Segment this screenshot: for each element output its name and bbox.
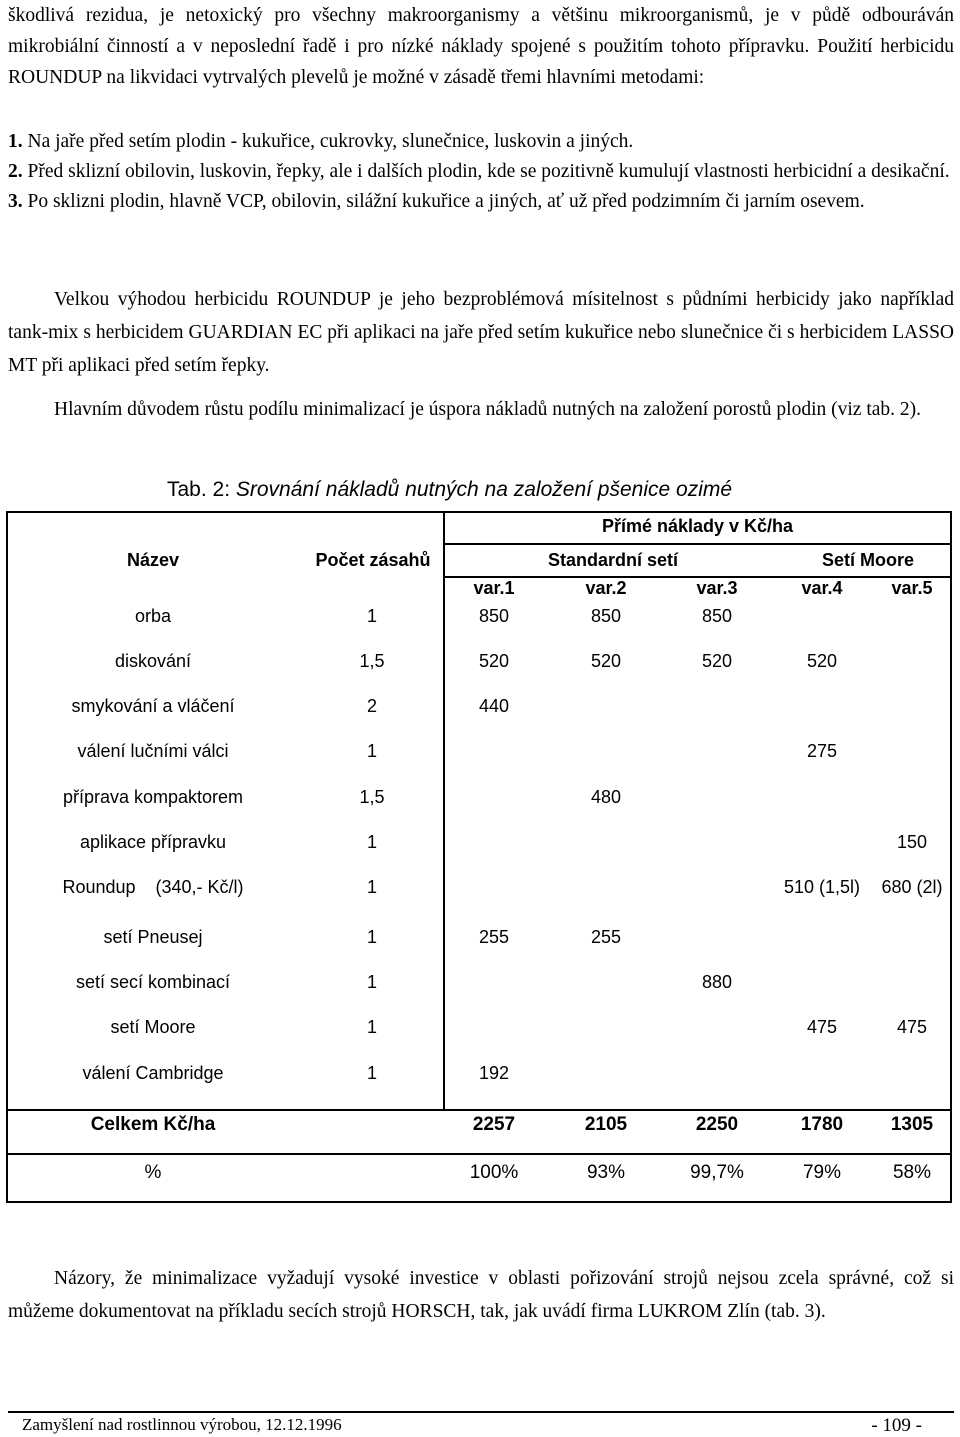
table-cell: 475 [896,1017,928,1037]
table-cell: 680 (2l) [881,877,943,897]
table-cell: 510 (1,5l) [783,877,861,897]
paragraph-reason: Hlavním důvodem růstu podílu minimalizací je úspora nákladů nutných na založení porostů plodin (viz tab. 2). [54,399,922,420]
header-variant: var.1 [473,578,515,598]
header-direct-costs: Přímé náklady v Kč/ha [601,516,794,536]
table-row-count: 1 [366,972,377,992]
table-cell: 520 [590,651,622,671]
table-cell: 850 [590,606,622,626]
table-row-name: Roundup (340,- Kč/l) [62,877,244,897]
table-cell: 192 [478,1063,510,1083]
header-variant: var.2 [585,578,627,598]
table-row-count: 1 [366,606,377,626]
paragraph-roundup: Velkou výhodou herbicidu ROUNDUP je jeho bezproblémová mísitelnost s půdními herbicidy jako například tank-mix s herbicidem GUARDIAN EC při aplikaci na jaře před setím kukuřice nebo slunečnice či s herbicidem LASSO MT při aplikaci před setím řepky. [8,289,954,376]
table-cell: 520 [806,651,838,671]
table-row-name: setí Moore [110,1017,196,1037]
header-variant: var.5 [891,578,933,598]
table-cell: 880 [701,972,733,992]
table-cell: 440 [478,696,510,716]
table-row-name: setí Pneusej [103,927,203,947]
page-number: - 109 - [871,1415,922,1436]
table-cell: 255 [590,927,622,947]
table-row-count: 1 [366,927,377,947]
table-row-count: 2 [366,696,377,716]
table-cell: 475 [806,1017,838,1037]
percent-value: 93% [586,1162,626,1183]
table-row-count: 1,5 [359,651,385,671]
table-cell: 275 [806,741,838,761]
paragraph-intro: škodlivá rezidua, je netoxický pro všechny makroorganismy a většinu mikroorganismů, je v půdě odbouráván mikrobiální činností a v neposlední řadě i pro nízké náklady spojené s použitím tohoto přípravku. Použití herbicidu ROUNDUP na likvidaci vytrvalých plevelů je možné v zásadě třemi hlavními metodami: [8,5,954,88]
header-name: Název [126,550,180,570]
table-cell: 150 [896,832,928,852]
method-list [8,129,954,215]
list-item: 2. Před sklizní obilovin, luskovin, řepky, ale i dalších plodin, kde se pozitivně kumulují vlastnosti herbicidní a desikační. [8,161,950,182]
total-value: 1305 [890,1114,934,1135]
total-label: Celkem Kč/ha [90,1114,216,1135]
table-row-count: 1 [366,877,377,897]
table-cell: 480 [590,787,622,807]
header-standard: Standardní setí [547,550,679,570]
table-row-name: smykování a vláčení [71,696,235,716]
table-row-name: diskování [114,651,192,671]
paragraph-horsch: Názory, že minimalizace vyžadují vysoké investice v oblasti pořizování strojů nejsou zcela správné, což si můžeme dokumentovat na příkladu secích strojů HORSCH, tak, jak uvádí firma LUKROM Zlín (tab. 3). [8,1268,954,1322]
cost-table [6,511,952,1203]
total-value: 2250 [695,1114,739,1135]
table-cell: 255 [478,927,510,947]
table-row-name: setí secí kombinací [75,972,231,992]
total-value: 1780 [800,1114,844,1135]
footer-title: Zamyšlení nad rostlinnou výrobou, 12.12.1996 [22,1415,342,1434]
percent-value: 79% [802,1162,842,1183]
table-row-name: orba [134,606,172,626]
percent-label: % [144,1162,162,1183]
total-value: 2105 [584,1114,628,1135]
table-row-count: 1 [366,832,377,852]
table-cell: 520 [701,651,733,671]
table-row-count: 1 [366,741,377,761]
table-cell: 850 [701,606,733,626]
header-variant: var.4 [801,578,843,598]
table-cell: 850 [478,606,510,626]
table-row-count: 1 [366,1063,377,1083]
table-row-name: aplikace přípravku [79,832,227,852]
list-item: 1. Na jaře před setím plodin - kukuřice, cukrovky, slunečnice, luskovin a jiných. [8,131,634,152]
list-item: 3. Po sklizni plodin, hlavně VCP, obilovin, silážní kukuřice a jiných, ať už před podzimním či jarním osevem. [8,191,865,212]
table-row-count: 1 [366,1017,377,1037]
header-variant: var.3 [696,578,738,598]
table-row-name: příprava kompaktorem [62,787,244,807]
table-row-name: válení Cambridge [82,1063,224,1083]
header-count: Počet zásahů [315,550,431,570]
total-value: 2257 [472,1114,516,1135]
footer-rule [8,1411,954,1413]
table-row-name: válení lučními válci [77,741,229,761]
table-cell: 520 [478,651,510,671]
percent-value: 100% [469,1162,519,1183]
table-row-count: 1,5 [359,787,385,807]
percent-value: 58% [892,1162,932,1183]
table-caption: Tab. 2: Srovnání nákladů nutných na založení pšenice ozimé [167,478,733,501]
percent-value: 99,7% [690,1162,744,1183]
header-moore: Setí Moore [821,550,914,570]
